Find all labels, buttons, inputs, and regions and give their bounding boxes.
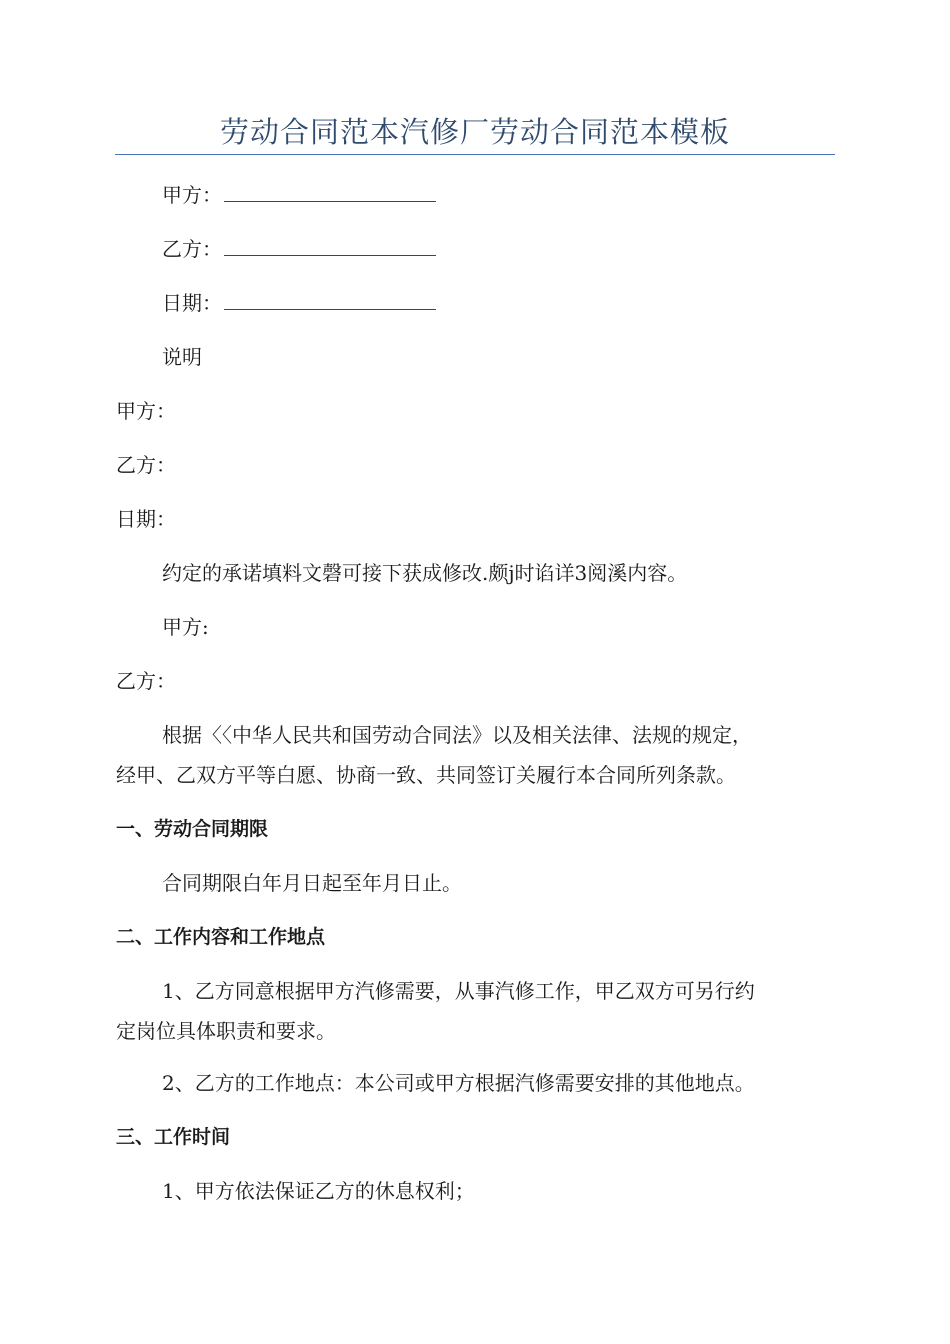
block3-party-b: 乙方： (116, 669, 176, 693)
party-a-blank (224, 181, 436, 202)
party-a-field (162, 181, 436, 209)
block2-party-a: 甲方： (116, 399, 176, 423)
section-2-item-2: 2、乙方的工作地点：本公司或甲方根据汽修需要安排的其他地点。 (162, 1071, 755, 1095)
party-b-blank (224, 235, 436, 256)
note-text: 约定的承诺填料文磬可接下获成修改.颇j时谄详3阅溪内容。 (162, 561, 688, 585)
intro-paragraph-line2: 经甲、乙双方平等白愿、协商一致、共同签订关履行本合同所列条款。 (116, 763, 736, 787)
party-a-label: 甲方： (162, 183, 222, 207)
section-2-item-1-line2: 定岗位具体职责和要求。 (116, 1019, 336, 1043)
block2-party-b: 乙方： (116, 453, 176, 477)
section-3-heading: 三、工作时间 (116, 1126, 231, 1148)
section-2-item-1-line1: 1、乙方同意根据甲方汽修需要，从事汽修工作，甲乙双方可另行约 (162, 979, 755, 1003)
party-b-field (162, 235, 436, 263)
date-blank (224, 289, 436, 310)
intro-paragraph-line1: 根据〈〈中华人民共和国劳动合同法》以及相关法律、法规的规定， (162, 723, 752, 747)
section-3-item-1: 1、甲方依法保证乙方的休息权利； (162, 1179, 475, 1203)
title-underline (115, 154, 835, 155)
section-1-text: 合同期限白年月日起至年月日止。 (162, 871, 462, 895)
date-label: 日期： (162, 291, 222, 315)
section-2-heading: 二、工作内容和工作地点 (116, 926, 326, 948)
date-field (162, 289, 436, 317)
party-b-label: 乙方： (162, 237, 222, 261)
section-1-heading: 一、劳动合同期限 (116, 818, 269, 840)
document-title: 劳动合同范本汽修厂劳动合同范本模板 (219, 115, 730, 149)
explain-label: 说明 (162, 345, 202, 369)
block3-party-a: 甲方: (162, 615, 209, 639)
block2-date: 日期： (116, 507, 176, 531)
